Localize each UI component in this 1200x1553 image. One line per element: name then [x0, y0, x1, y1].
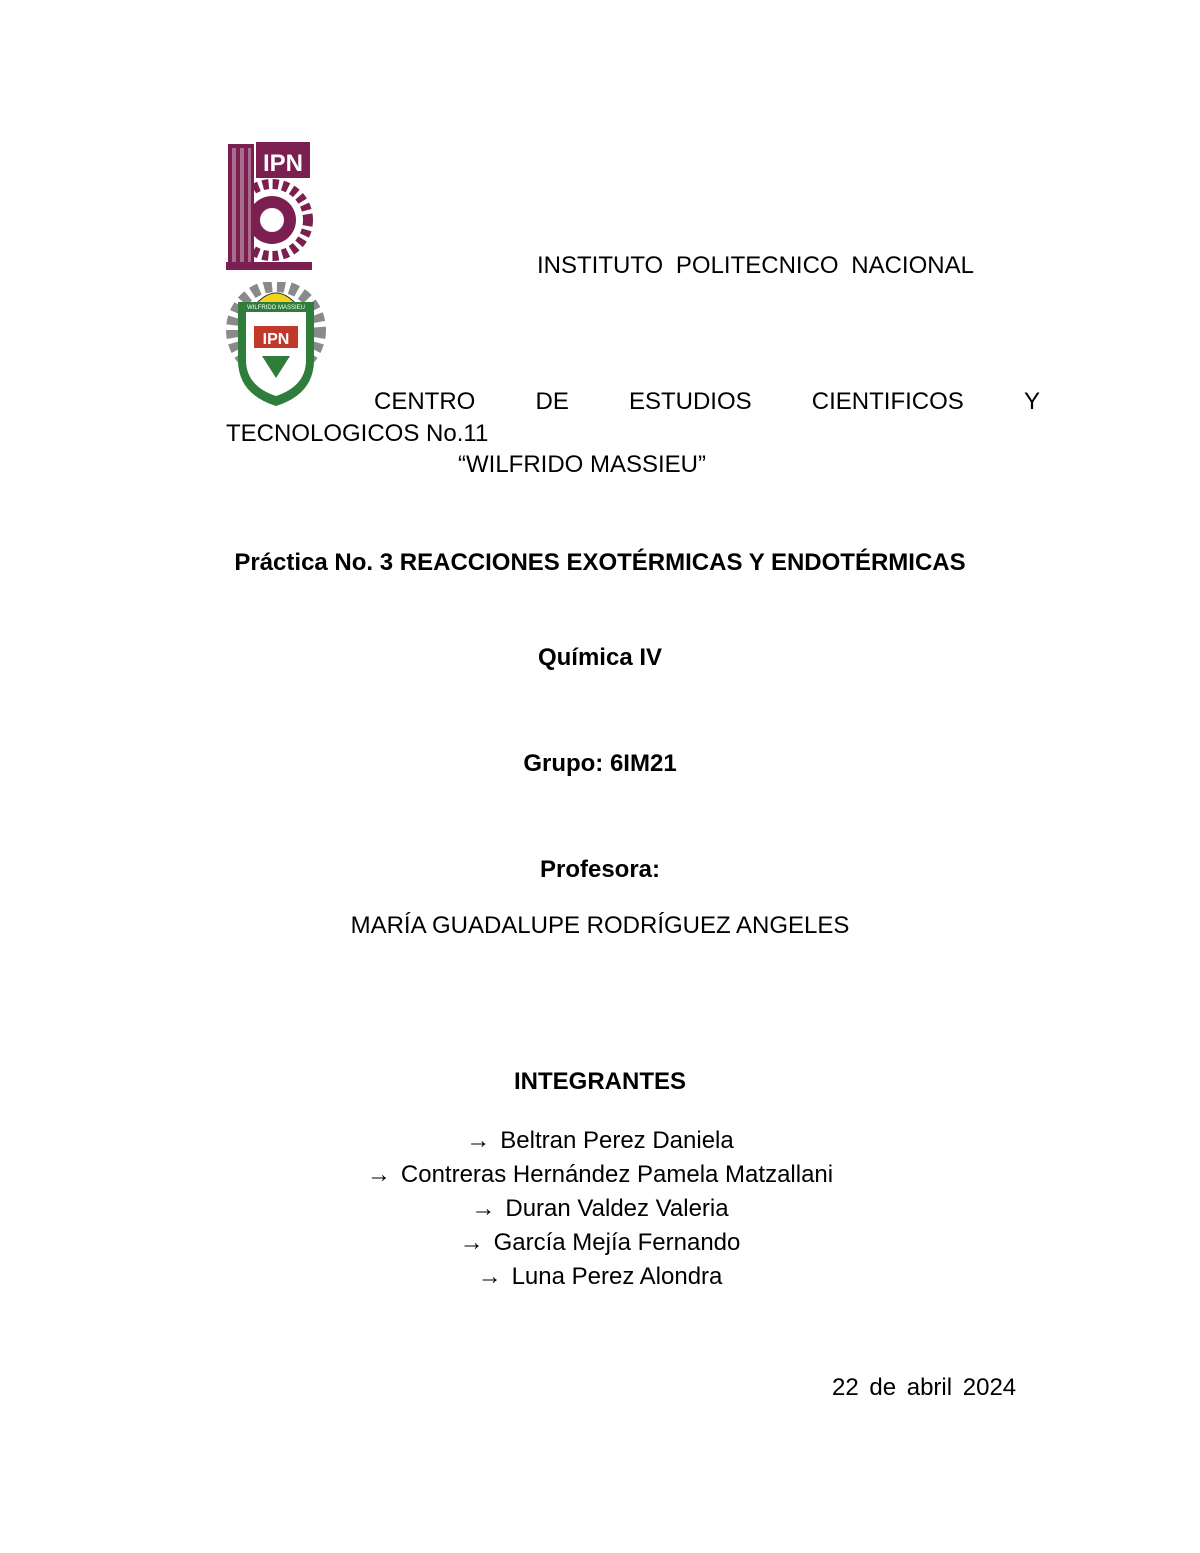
- teacher-label: Profesora:: [539, 856, 661, 883]
- institution-title: INSTITUTO POLITECNICO NACIONAL: [537, 252, 974, 279]
- cecyt-logo-text: IPN: [262, 331, 290, 348]
- cecyt-logo-graphic: [226, 282, 330, 410]
- date: 22 de abril 2024: [832, 1374, 1017, 1401]
- tecnologicos-line: TECNOLOGICOS No.11: [226, 420, 489, 447]
- list-item: [0, 1226, 1200, 1260]
- cecyt-logo-ring-text: WILFRIDO MASSIEU: [246, 305, 306, 311]
- member-name: García Mejía Fernando: [493, 1229, 741, 1256]
- centro-word: ESTUDIOS: [628, 388, 752, 415]
- centro-line: [374, 388, 1040, 416]
- member-name: Contreras Hernández Pamela Matzallani: [400, 1161, 834, 1188]
- arrow-icon: →: [477, 1263, 502, 1290]
- list-item: [0, 1158, 1200, 1192]
- list-item: [0, 1260, 1200, 1294]
- arrow-icon: →: [466, 1127, 491, 1154]
- ipn-logo: [222, 138, 318, 274]
- group: Grupo: 6IM21: [523, 750, 677, 777]
- team-list: [0, 1124, 1200, 1294]
- ipn-logo-graphic: [222, 138, 318, 274]
- arrow-icon: →: [471, 1195, 496, 1222]
- cecyt-logo: [226, 282, 330, 410]
- arrow-icon: →: [366, 1161, 391, 1188]
- practice-title: Práctica No. 3 REACCIONES EXOTÉRMICAS Y ENDOTÉRMICAS: [234, 549, 966, 576]
- centro-word: CENTRO: [374, 388, 476, 415]
- member-name: Luna Perez Alondra: [511, 1263, 723, 1290]
- centro-word: DE: [535, 388, 569, 415]
- subject: Química IV: [537, 644, 663, 671]
- list-item: [0, 1124, 1200, 1158]
- teacher-name: MARÍA GUADALUPE RODRÍGUEZ ANGELES: [350, 912, 850, 939]
- centro-word: CIENTIFICOS: [811, 388, 964, 415]
- team-title: INTEGRANTES: [513, 1068, 686, 1095]
- member-name: Duran Valdez Valeria: [505, 1195, 729, 1222]
- centro-word: Y: [1023, 388, 1040, 415]
- list-item: [0, 1192, 1200, 1226]
- member-name: Beltran Perez Daniela: [500, 1127, 734, 1154]
- ipn-logo-text: IPN: [262, 150, 304, 177]
- arrow-icon: →: [459, 1229, 484, 1256]
- school-name: “WILFRIDO MASSIEU”: [458, 451, 707, 478]
